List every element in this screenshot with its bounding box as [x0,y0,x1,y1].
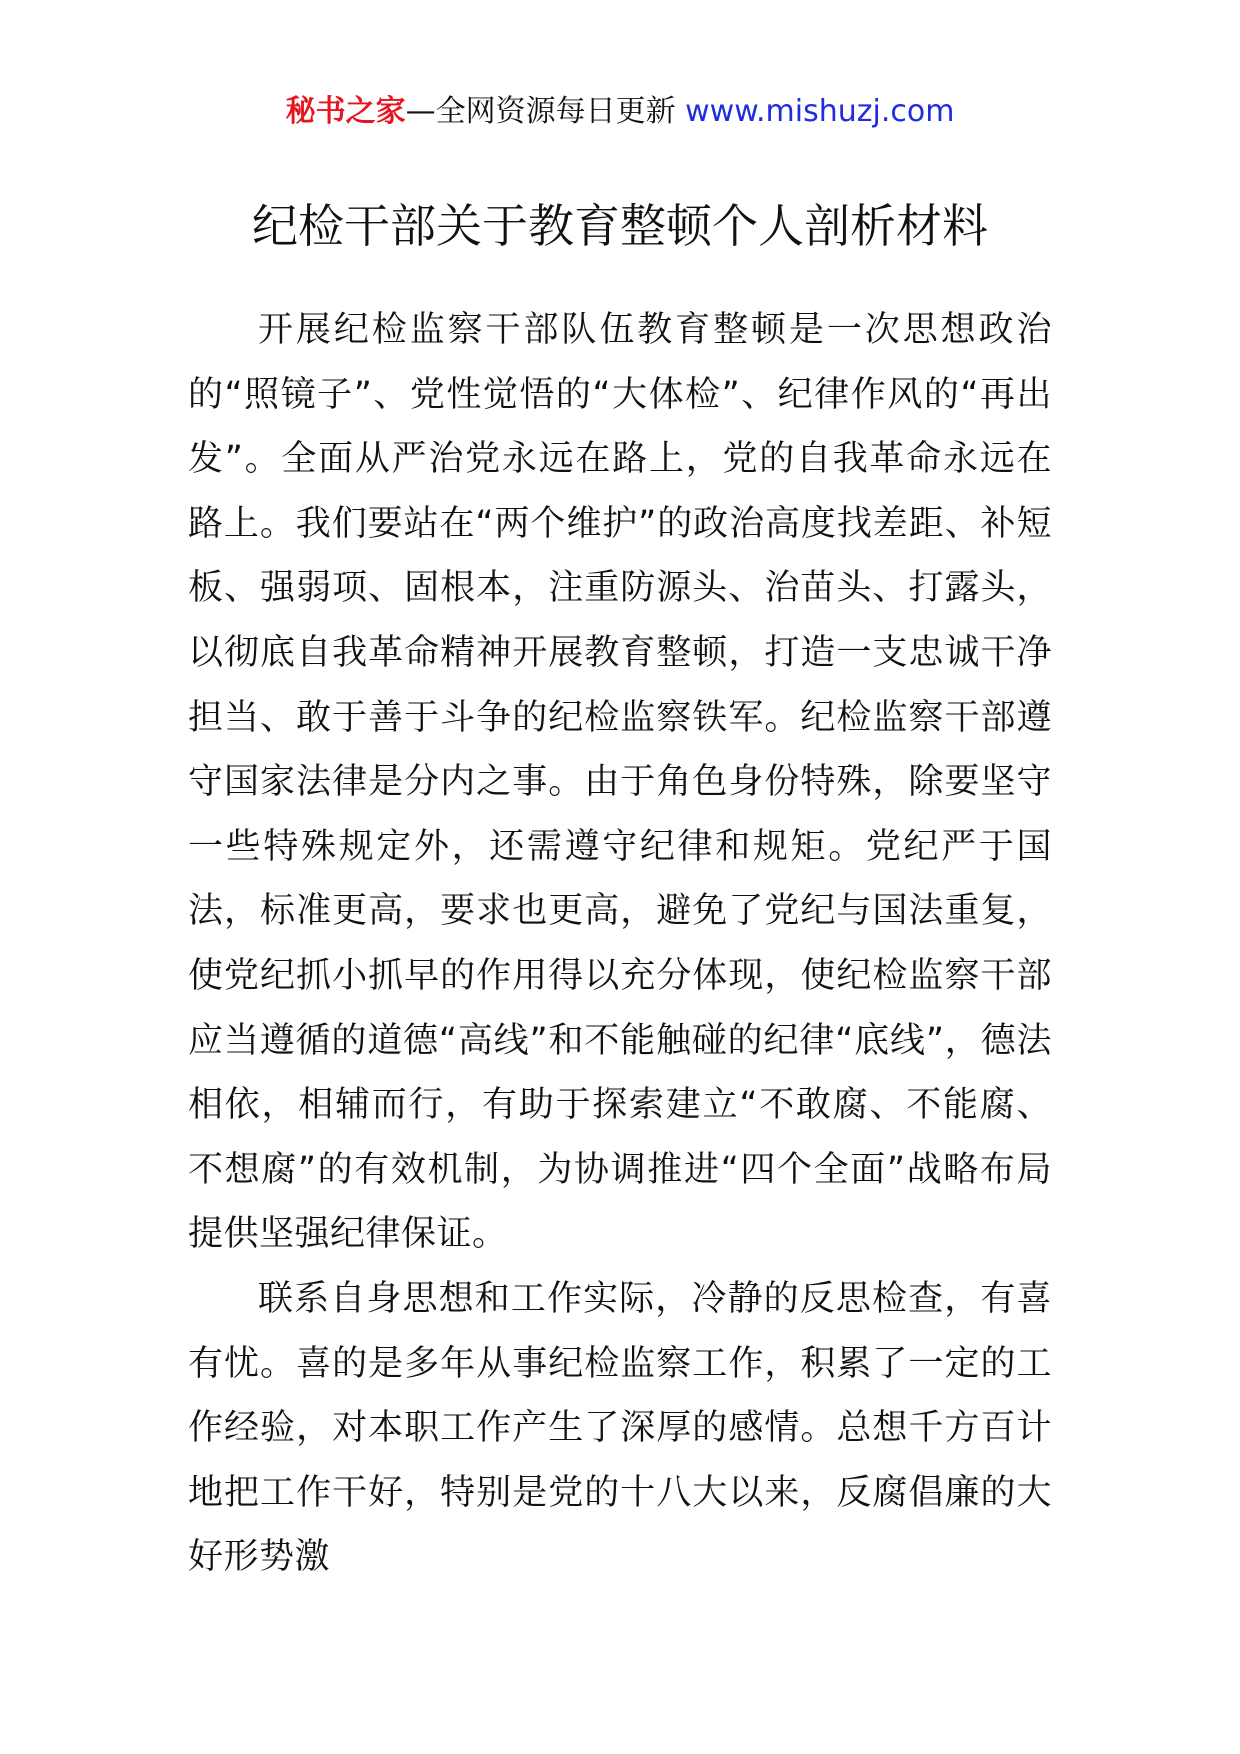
document-title: 纪检干部关于教育整顿个人剖析材料 [252,199,988,253]
page-header [0,92,1240,132]
website-link[interactable]: www.mishuzj.com [685,94,955,129]
document-body [188,298,1052,1590]
body-paragraph-1: 开展纪检监察干部队伍教育整顿是一次思想政治的“照镜子”、党性觉悟的“大体检”、纪律作风的“再出发”。全面从严治党永远在路上，党的自我革命永远在路上。我们要站在“两个维护”的政治高度找差距、补短板、强弱项、固根本，注重防源头、治苗头、打露头，以彻底自我革命精神开展教育整顿，打造一支忠诚干净担当、敢于善于斗争的纪检监察铁军。纪检监察干部遵守国家法律是分内之事。由于角色身份特殊，除要坚守一些特殊规定外，还需遵守纪律和规矩。党纪严于国法，标准更高，要求也更高，避免了党纪与国法重复，使党纪抓小抓早的作用得以充分体现，使纪检监察干部应当遵循的道德“高线”和不能触碰的纪律“底线”，德法相依，相辅而行，有助于探索建立“不敢腐、不能腐、不想腐”的有效机制，为协调推进“四个全面”战略布局提供坚强纪律保证。 [188,310,1052,1255]
brand-name: 秘书之家 [285,94,406,129]
body-paragraph-2: 联系自身思想和工作实际，冷静的反思检查，有喜有忧。喜的是多年从事纪检监察工作，积累了一定的工作经验，对本职工作产生了深厚的感情。总想千方百计地把工作干好，特别是党的十八大以来，反腐倡廉的大好形势激 [188,1278,1052,1578]
header-slogan: —全网资源每日更新 [405,94,686,129]
